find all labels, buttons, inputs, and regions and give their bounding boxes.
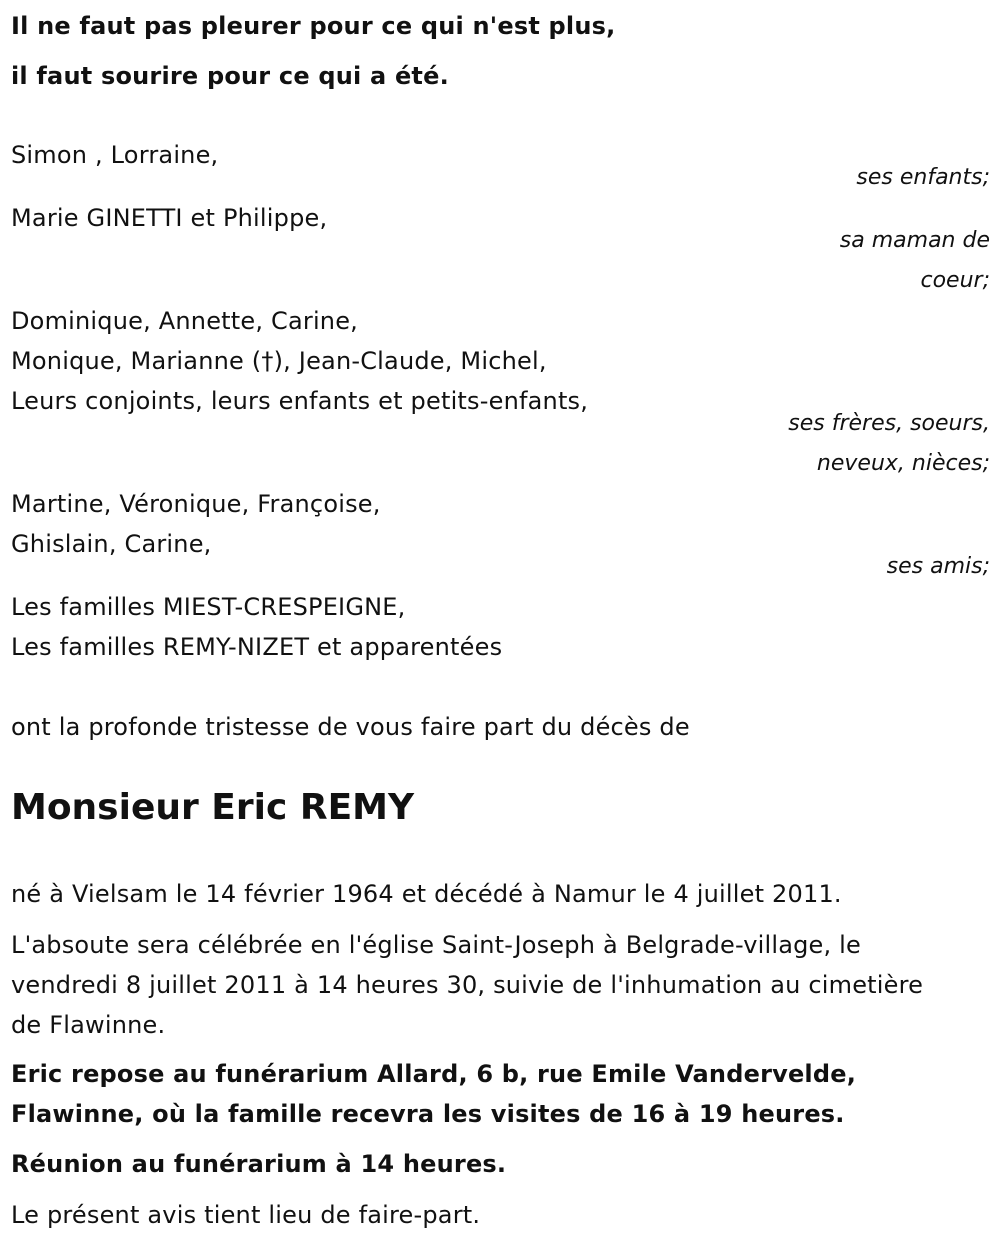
deceased-name: Monsieur Eric REMY [11, 787, 415, 828]
friends-names-line-1: Martine, Véronique, Françoise, [11, 490, 381, 518]
siblings-names-line-1: Dominique, Annette, Carine, [11, 307, 359, 335]
siblings-role-line-2: neveux, nièces; [816, 451, 990, 476]
children-role: ses enfants; [856, 165, 990, 190]
epigraph-line-1: Il ne faut pas pleurer pour ce qui n'est plus, [11, 12, 616, 40]
ceremony-line-2: vendredi 8 juillet 2011 à 14 heures 30, suivie de l'inhumation au cimetière [11, 971, 924, 999]
meeting-text: Réunion au funérarium à 14 heures. [11, 1150, 507, 1178]
related-families-line-1: Les familles MIEST-CRESPEIGNE, [11, 593, 406, 621]
funeral-home-line-2: Flawinne, où la famille recevra les visites de 16 à 19 heures. [11, 1100, 845, 1128]
stepmother-names: Marie GINETTI et Philippe, [11, 204, 328, 232]
ceremony-line-1: L'absoute sera célébrée en l'église Saint-Joseph à Belgrade-village, le [11, 931, 862, 959]
friends-names-line-2: Ghislain, Carine, [11, 530, 212, 558]
friends-role: ses amis; [886, 554, 990, 579]
announcement-text: ont la profonde tristesse de vous faire part du décès de [11, 713, 690, 741]
stepmother-role-line-2: coeur; [920, 268, 990, 293]
stepmother-role-line-1: sa maman de [839, 228, 990, 253]
epigraph-line-2: il faut sourire pour ce qui a été. [11, 62, 449, 90]
siblings-names-line-2: Monique, Marianne (†), Jean-Claude, Michel, [11, 347, 547, 375]
ceremony-line-3: de Flawinne. [11, 1011, 166, 1039]
birth-death-text: né à Vielsam le 14 février 1964 et décédé à Namur le 4 juillet 2011. [11, 880, 842, 908]
closing-text: Le présent avis tient lieu de faire-part. [11, 1201, 481, 1229]
related-families-line-2: Les familles REMY-NIZET et apparentées [11, 633, 503, 661]
children-names: Simon , Lorraine, [11, 141, 219, 169]
siblings-role-line-1: ses frères, soeurs, [788, 411, 990, 436]
siblings-names-line-3: Leurs conjoints, leurs enfants et petits-enfants, [11, 387, 589, 415]
funeral-home-line-1: Eric repose au funérarium Allard, 6 b, rue Emile Vandervelde, [11, 1060, 857, 1088]
